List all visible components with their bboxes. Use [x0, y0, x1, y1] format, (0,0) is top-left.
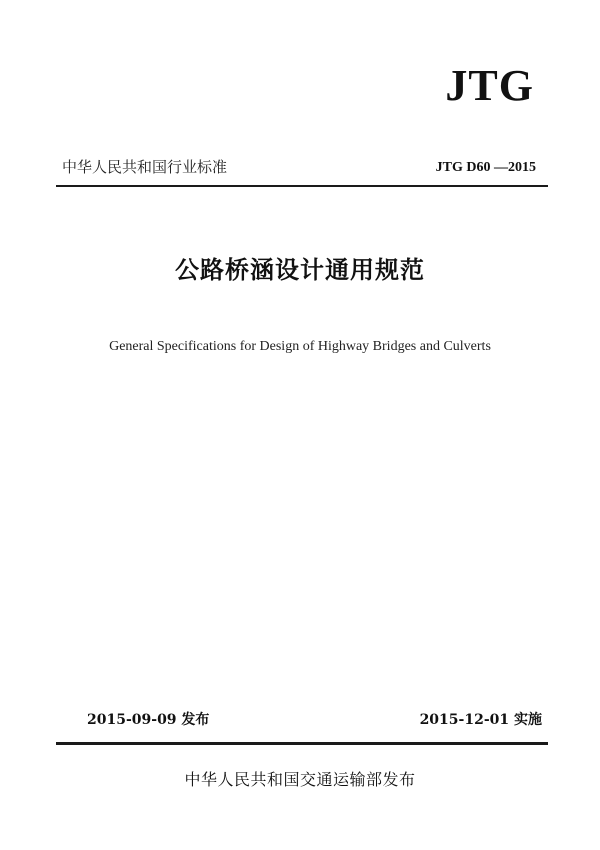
standard-code: JTG D60 —2015: [435, 160, 536, 175]
jtg-logo: JTG: [445, 61, 534, 110]
header-divider: [56, 185, 548, 187]
document-title-english: General Specifications for Design of Highway Bridges and Culverts: [109, 339, 491, 354]
publisher: 中华人民共和国交通运输部发布: [184, 770, 416, 789]
document-title-chinese: 公路桥涵设计通用规范: [175, 256, 425, 284]
footer-divider: [56, 742, 548, 745]
issue-date: 2015-09-09 发布: [87, 712, 210, 728]
implementation-date: 2015-12-01 实施: [419, 712, 542, 728]
standard-category: 中华人民共和国行业标准: [62, 158, 228, 176]
